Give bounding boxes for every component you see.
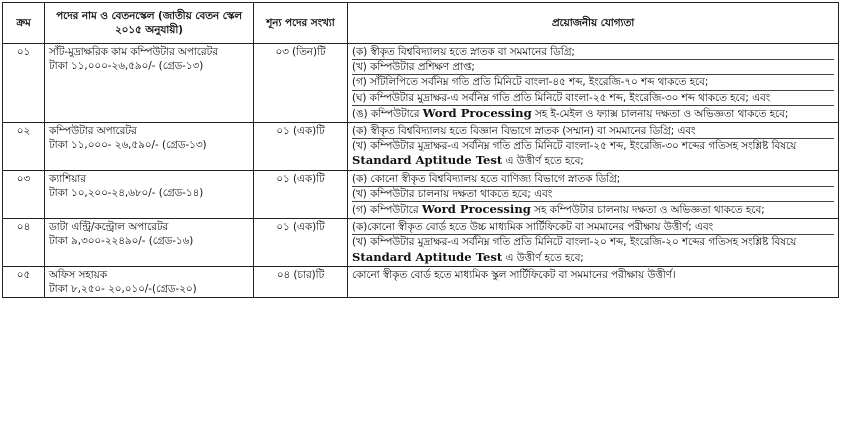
qualification-text: (খ) কম্পিউটার মুদ্রাক্ষর-এ সর্বনিম্ন গতি প্রতি মিনিটে বাংলা-২৫ শব্দ, ইংরেজি-৩০ শব্দের গতিসহ সংশ্লিষ্ট বিষয়ে [352, 140, 797, 153]
qualification-item [352, 124, 834, 139]
qualification-text: (গ) সাঁটলিপিতে সর্বনিম্ন গতি প্রতি মিনিটে বাংলা-৪৫ শব্দ, ইংরেজি-৭০ শব্দ থাকতে হবে; [352, 76, 709, 89]
qualification-cell [348, 44, 839, 123]
qualification-item [352, 202, 834, 217]
qualification-cell [348, 266, 839, 297]
post-cell [45, 219, 254, 267]
header-vacancy: শূন্য পদের সংখ্যা [254, 3, 348, 44]
qualification-text: (খ) কম্পিউটার প্রশিক্ষণ প্রাপ্ত; [352, 61, 475, 74]
qualification-item [352, 91, 834, 106]
header-row [3, 3, 839, 44]
qualification-item [352, 60, 834, 75]
qualification-english-term: Word Processing [421, 202, 531, 217]
qualification-text: (গ) কম্পিউটারে [352, 204, 422, 217]
table-row [3, 266, 839, 297]
qualification-item [352, 235, 834, 264]
post-cell [45, 123, 254, 171]
table-row [3, 44, 839, 123]
qualification-item [352, 75, 834, 90]
table-row [3, 123, 839, 171]
qualification-item [352, 172, 834, 187]
qualification-text: (ঘ) কম্পিউটার মুদ্রাক্ষর-এ সর্বনিম্ন গতি প্রতি মিনিটে বাংলা-২৫ শব্দ, ইংরেজি-৩০ শব্দ থাকতে হবে; এবং [352, 91, 771, 104]
qualification-text: কোনো স্বীকৃত বোর্ড হতে মাধ্যমিক স্কুল সার্টিফিকেট বা সমমানের পরীক্ষায় উত্তীর্ণ। [352, 268, 676, 281]
table-body [3, 44, 839, 298]
qualification-english-term: Standard Aptitude Test [352, 153, 503, 168]
pay-scale: টাকা ১১,০০০- ২৬,৫৯০/- (গ্রেড-১৩) [49, 139, 207, 152]
post-title: ডাটা এন্ট্রি/কন্ট্রোল অপারেটর [49, 221, 169, 234]
pay-scale: টাকা ১০,২০০-২৪,৬৮০/- (গ্রেড-১৪) [49, 186, 204, 199]
qualification-cell [348, 219, 839, 267]
serial-cell: ০১ [3, 44, 45, 123]
header-serial: ক্রম [3, 3, 45, 44]
table-row [3, 219, 839, 267]
qualification-item [352, 45, 834, 60]
serial-cell: ০৫ [3, 266, 45, 297]
vacancy-cell: ০৪ (চার)টি [254, 266, 348, 297]
qualification-text: এ উত্তীর্ণ হতে হবে; [502, 155, 584, 168]
post-title: সাঁট-মুদ্রাক্ষরিক কাম কম্পিউটার অপারেটর [49, 46, 218, 58]
qualification-text: সহ কম্পিউটার চালনায় দক্ষতা ও অভিজ্ঞতা থাকতে হবে; [530, 204, 765, 217]
qualification-item [352, 268, 834, 282]
qualification-text: (খ) কম্পিউটার মুদ্রাক্ষর-এ সর্বনিম্ন গতি প্রতি মিনিটে বাংলা-২০ শব্দ, ইংরেজি-২০ শব্দের গতিসহ সংশ্লিষ্ট বিষয়ে [352, 236, 797, 249]
qualification-text: (ক) স্বীকৃত বিশ্ববিদ্যালয় হতে স্নাতক বা সমমানের ডিগ্রি; [352, 46, 575, 58]
pay-scale: টাকা ১১,০০০-২৬,৫৯০/- (গ্রেড-১৩) [49, 60, 204, 73]
table-row [3, 170, 839, 219]
post-cell [45, 44, 254, 123]
post-title: অফিস সহায়ক [49, 268, 107, 281]
post-cell [45, 266, 254, 297]
serial-cell: ০৪ [3, 219, 45, 267]
qualification-item [352, 139, 834, 168]
vacancy-cell: ০১ (এক)টি [254, 123, 348, 171]
qualification-text: (ঙ) কম্পিউটারে [352, 107, 423, 120]
header-post-scale: পদের নাম ও বেতনস্কেল (জাতীয় বেতন স্কেল ২০১৫ অনুযায়ী) [45, 3, 254, 44]
qualification-english-term: Standard Aptitude Test [352, 249, 503, 264]
vacancy-cell: ০১ (এক)টি [254, 170, 348, 219]
qualification-text: (ক)কোনো স্বীকৃত বোর্ড হতে উচ্চ মাধ্যমিক সার্টিফিকেট বা সমমানের পরীক্ষায় উত্তীর্ণ; এবং [352, 221, 714, 234]
pay-scale: টাকা ৮,২৫০- ২০,০১০/-(গ্রেড-২০) [49, 283, 197, 296]
qualification-item [352, 106, 834, 121]
header-qualification: প্রয়োজনীয় যোগ্যতা [348, 3, 839, 44]
qualification-text: সহ ই-মেইল ও ফ্যাক্স চালনায় দক্ষতা ও অভিজ্ঞতা থাকতে হবে; [531, 107, 789, 120]
post-cell [45, 170, 254, 219]
qualification-text: (খ) কম্পিউটার চালনায় দক্ষতা থাকতে হবে; এবং [352, 187, 553, 200]
qualification-cell [348, 170, 839, 219]
recruitment-table [2, 2, 839, 298]
serial-cell: ০২ [3, 123, 45, 171]
post-title: ক্যাশিয়ার [49, 172, 86, 185]
qualification-item [352, 187, 834, 202]
qualification-item [352, 220, 834, 235]
pay-scale: টাকা ৯,৩০০-২২৪৯০/- (গ্রেড-১৬) [49, 235, 194, 248]
vacancy-cell: ০৩ (তিন)টি [254, 44, 348, 123]
vacancy-cell: ০১ (এক)টি [254, 219, 348, 267]
qualification-text: এ উত্তীর্ণ হতে হবে; [502, 251, 584, 264]
serial-cell: ০৩ [3, 170, 45, 219]
qualification-text: (ক) কোনো স্বীকৃত বিশ্ববিদ্যালয় হতে বাণিজ্য বিভাগে স্নাতক ডিগ্রি; [352, 172, 621, 185]
post-title: কম্পিউটার অপারেটর [49, 125, 137, 138]
qualification-cell [348, 123, 839, 171]
qualification-text: (ক) স্বীকৃত বিশ্ববিদ্যালয় হতে বিজ্ঞান বিভাগে স্নাতক (সম্মান) বা সমমানের ডিগ্রি; এবং [352, 125, 696, 138]
qualification-english-term: Word Processing [422, 105, 532, 120]
